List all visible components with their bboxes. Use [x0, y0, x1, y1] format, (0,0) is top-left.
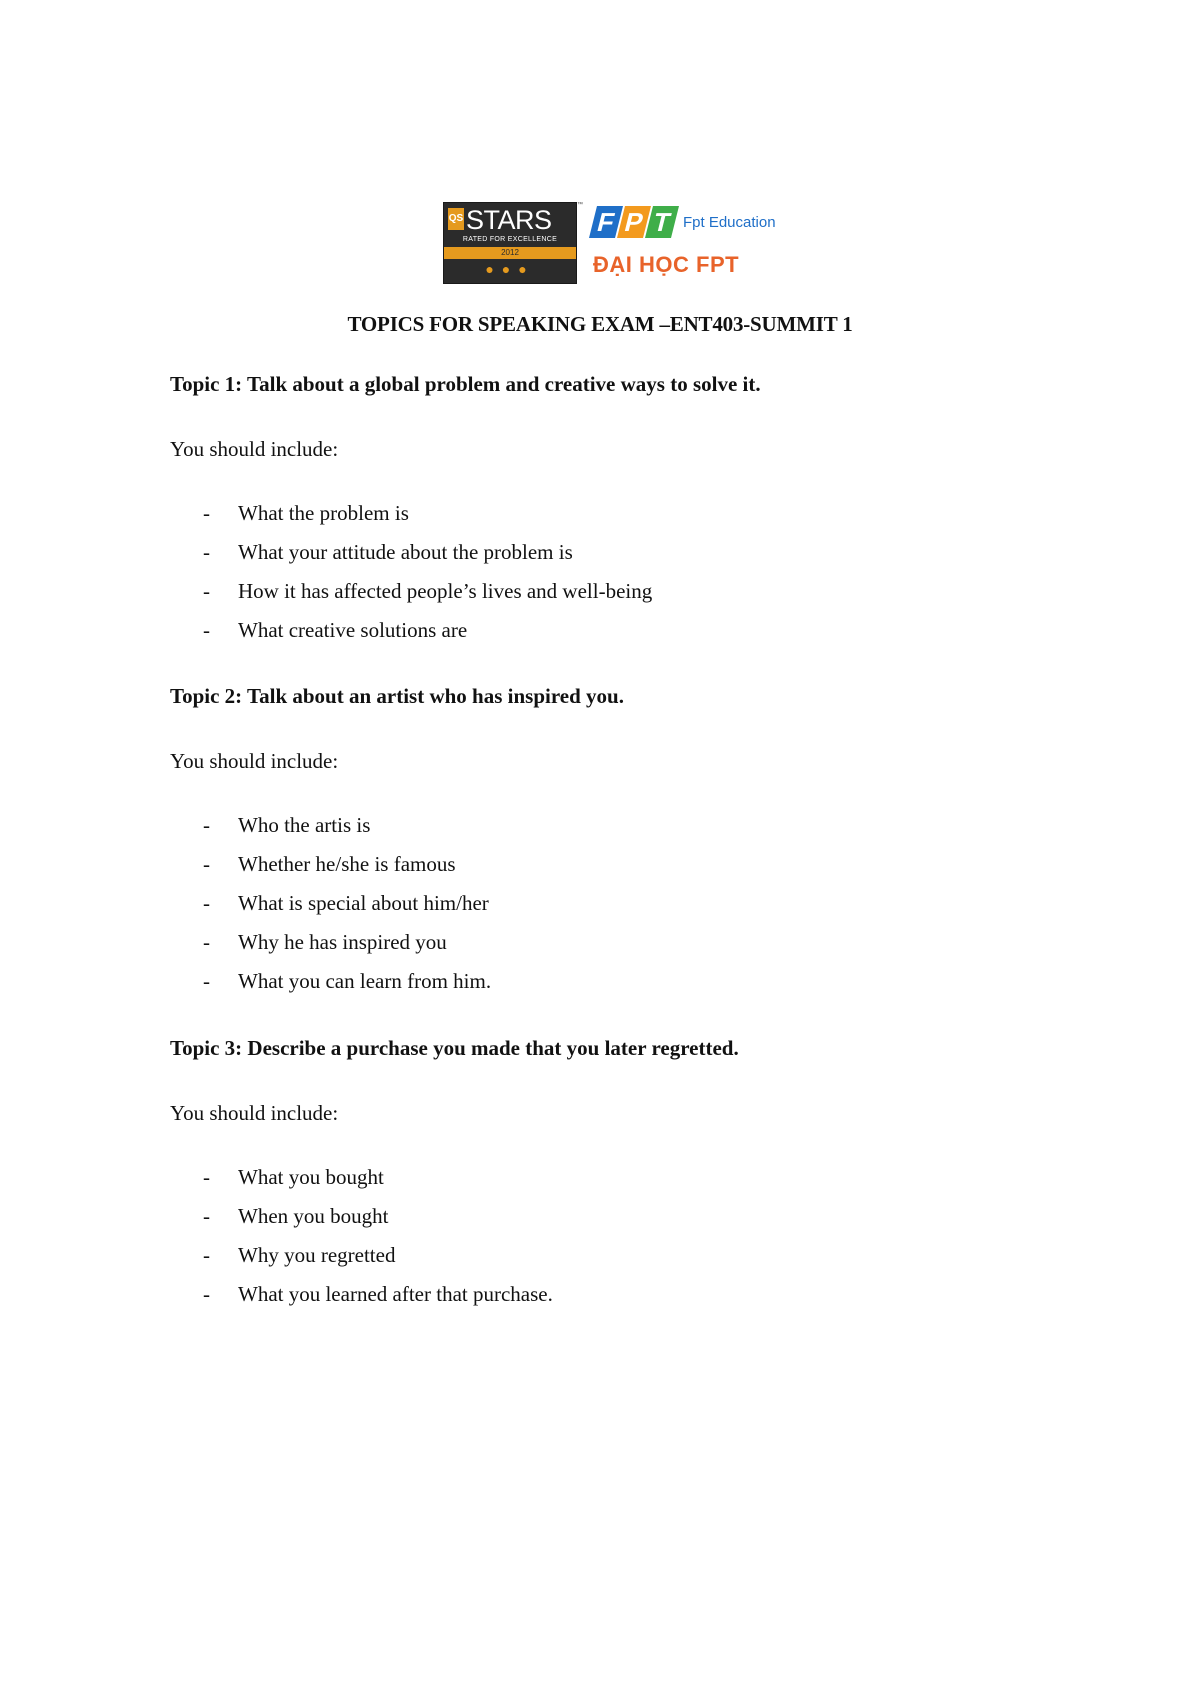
fpt-university-label: ĐẠI HỌC FPT — [593, 252, 740, 277]
list-item — [203, 852, 456, 877]
stars-wordmark: STARS — [466, 205, 552, 235]
list-item — [203, 1204, 388, 1229]
bullet-dash: - — [203, 579, 210, 603]
list-item-text: What your attitude about the problem is — [238, 540, 573, 564]
bullet-dash: - — [203, 501, 210, 525]
fpt-logo-t: T — [645, 206, 679, 238]
list-item — [203, 540, 573, 565]
fpt-education-label: Fpt Education — [683, 214, 776, 231]
header-logos — [443, 202, 783, 290]
bullet-dash: - — [203, 891, 210, 915]
list-item-text: What is special about him/her — [238, 891, 489, 915]
stars-year: 2012 — [444, 247, 576, 259]
bullet-dash: - — [203, 618, 210, 642]
list-item — [203, 1165, 384, 1190]
list-item-text: When you bought — [238, 1204, 389, 1228]
topic-3-include-label: You should include: — [170, 1101, 339, 1125]
list-item-text: What the problem is — [238, 501, 409, 525]
qs-stars-logo — [443, 202, 577, 284]
list-item-text: Why he has inspired you — [238, 930, 447, 954]
bullet-dash: - — [203, 1282, 210, 1306]
list-item — [203, 501, 409, 526]
topic-1-heading: Topic 1: Talk about a global problem and creative ways to solve it. — [170, 372, 761, 396]
list-item-text: What creative solutions are — [238, 618, 468, 642]
bullet-dash: - — [203, 969, 210, 993]
fpt-logo-p: P — [617, 206, 651, 238]
list-item — [203, 891, 489, 916]
list-item — [203, 579, 652, 604]
list-item — [203, 1282, 553, 1307]
list-item-text: Whether he/she is famous — [238, 852, 456, 876]
bullet-dash: - — [203, 540, 210, 564]
list-item — [203, 813, 370, 838]
bullet-dash: - — [203, 930, 210, 954]
topic-2-heading: Topic 2: Talk about an artist who has inspired you. — [170, 684, 624, 708]
stars-rated-text: RATED FOR EXCELLENCE — [462, 236, 558, 243]
list-item-text: What you learned after that purchase. — [238, 1282, 553, 1306]
fpt-logo-f: F — [589, 206, 623, 238]
list-item — [203, 1243, 395, 1268]
list-item — [203, 618, 467, 643]
bullet-dash: - — [203, 1204, 210, 1228]
stars-rating-icon: ●●● — [485, 263, 535, 278]
bullet-dash: - — [203, 813, 210, 837]
list-item-text: Who the artis is — [238, 813, 371, 837]
list-item-text: What you bought — [238, 1165, 384, 1189]
fpt-logo — [591, 202, 681, 244]
bullet-dash: - — [203, 1243, 210, 1267]
topic-2-include-label: You should include: — [170, 749, 339, 773]
list-item — [203, 930, 447, 955]
topic-3-heading: Topic 3: Describe a purchase you made that you later regretted. — [170, 1036, 739, 1060]
list-item-text: Why you regretted — [238, 1243, 396, 1267]
topic-1-include-label: You should include: — [170, 437, 339, 461]
bullet-dash: - — [203, 852, 210, 876]
trademark-mark: ™ — [577, 202, 583, 208]
list-item-text: How it has affected people’s lives and well-being — [238, 579, 653, 603]
list-item-text: What you can learn from him. — [238, 969, 492, 993]
qs-mark: QS — [448, 208, 464, 230]
document-title: TOPICS FOR SPEAKING EXAM –ENT403-SUMMIT 1 — [347, 312, 853, 336]
list-item — [203, 969, 491, 994]
bullet-dash: - — [203, 1165, 210, 1189]
